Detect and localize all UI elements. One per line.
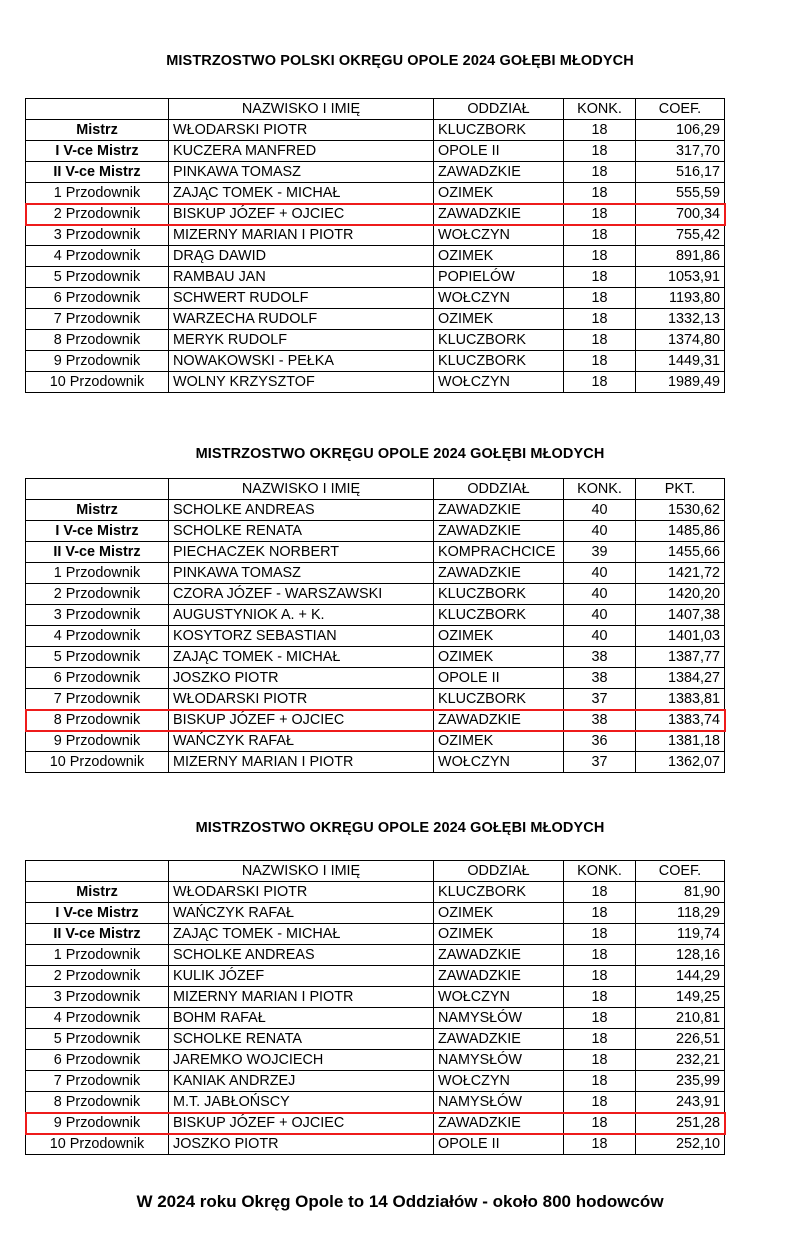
cell-club: ZAWADZKIE bbox=[434, 563, 564, 584]
table-row bbox=[26, 710, 725, 731]
cell-value: 700,34 bbox=[636, 204, 725, 225]
cell-club: POPIELÓW bbox=[434, 267, 564, 288]
cell-value: 516,17 bbox=[636, 162, 725, 183]
table-row bbox=[26, 1029, 725, 1050]
cell-value: 1485,86 bbox=[636, 521, 725, 542]
cell-club: OZIMEK bbox=[434, 309, 564, 330]
cell-konk: 18 bbox=[564, 966, 636, 987]
cell-value: 251,28 bbox=[636, 1113, 725, 1134]
cell-konk: 18 bbox=[564, 1008, 636, 1029]
cell-club: ZAWADZKIE bbox=[434, 945, 564, 966]
cell-name: JOSZKO PIOTR bbox=[169, 668, 434, 689]
cell-value: 1193,80 bbox=[636, 288, 725, 309]
column-header: KONK. bbox=[564, 479, 636, 500]
cell-konk: 37 bbox=[564, 689, 636, 710]
cell-name: SCHOLKE ANDREAS bbox=[169, 500, 434, 521]
table-header-row bbox=[26, 479, 725, 500]
table-row bbox=[26, 584, 725, 605]
table-row bbox=[26, 668, 725, 689]
cell-rank: 3 Przodownik bbox=[26, 605, 169, 626]
cell-value: 1421,72 bbox=[636, 563, 725, 584]
cell-name: BISKUP JÓZEF + OJCIEC bbox=[169, 1113, 434, 1134]
cell-rank: 2 Przodownik bbox=[26, 966, 169, 987]
cell-value: 1332,13 bbox=[636, 309, 725, 330]
cell-name: ZAJĄC TOMEK - MICHAŁ bbox=[169, 924, 434, 945]
cell-value: 1401,03 bbox=[636, 626, 725, 647]
cell-club: WOŁCZYN bbox=[434, 288, 564, 309]
cell-rank: 1 Przodownik bbox=[26, 183, 169, 204]
cell-name: SCHOLKE ANDREAS bbox=[169, 945, 434, 966]
table-row bbox=[26, 351, 725, 372]
cell-name: ZAJĄC TOMEK - MICHAŁ bbox=[169, 647, 434, 668]
table-row bbox=[26, 903, 725, 924]
cell-rank: 9 Przodownik bbox=[26, 1113, 169, 1134]
cell-name: NOWAKOWSKI - PEŁKA bbox=[169, 351, 434, 372]
cell-value: 1407,38 bbox=[636, 605, 725, 626]
section-title: MISTRZOSTWO OKRĘGU OPOLE 2024 GOŁĘBI MŁODYCH bbox=[195, 820, 605, 836]
cell-name: CZORA JÓZEF - WARSZAWSKI bbox=[169, 584, 434, 605]
header-blank bbox=[26, 479, 169, 500]
table-row bbox=[26, 647, 725, 668]
cell-rank: 4 Przodownik bbox=[26, 246, 169, 267]
cell-rank: 1 Przodownik bbox=[26, 563, 169, 584]
cell-value: 149,25 bbox=[636, 987, 725, 1008]
cell-club: KOMPRACHCICE bbox=[434, 542, 564, 563]
cell-club: OZIMEK bbox=[434, 731, 564, 752]
cell-name: KULIK JÓZEF bbox=[169, 966, 434, 987]
cell-club: KLUCZBORK bbox=[434, 584, 564, 605]
cell-name: KANIAK ANDRZEJ bbox=[169, 1071, 434, 1092]
cell-konk: 18 bbox=[564, 987, 636, 1008]
cell-konk: 18 bbox=[564, 1029, 636, 1050]
table-row bbox=[26, 500, 725, 521]
cell-name: WAŃCZYK RAFAŁ bbox=[169, 903, 434, 924]
table-row bbox=[26, 162, 725, 183]
table-row bbox=[26, 689, 725, 710]
ranking-table-3 bbox=[25, 860, 725, 1155]
cell-konk: 40 bbox=[564, 584, 636, 605]
cell-value: 891,86 bbox=[636, 246, 725, 267]
cell-rank: 8 Przodownik bbox=[26, 330, 169, 351]
cell-value: 555,59 bbox=[636, 183, 725, 204]
cell-konk: 18 bbox=[564, 225, 636, 246]
cell-value: 1989,49 bbox=[636, 372, 725, 393]
cell-konk: 18 bbox=[564, 882, 636, 903]
cell-rank: 1 Przodownik bbox=[26, 945, 169, 966]
cell-value: 1383,74 bbox=[636, 710, 725, 731]
table-row bbox=[26, 521, 725, 542]
cell-value: 1362,07 bbox=[636, 752, 725, 773]
cell-konk: 18 bbox=[564, 141, 636, 162]
cell-rank: 10 Przodownik bbox=[26, 752, 169, 773]
cell-konk: 18 bbox=[564, 330, 636, 351]
cell-club: WOŁCZYN bbox=[434, 987, 564, 1008]
cell-name: SCHOLKE RENATA bbox=[169, 1029, 434, 1050]
cell-value: 243,91 bbox=[636, 1092, 725, 1113]
column-header: NAZWISKO I IMIĘ bbox=[169, 99, 434, 120]
cell-name: JOSZKO PIOTR bbox=[169, 1134, 434, 1155]
cell-value: 1384,27 bbox=[636, 668, 725, 689]
table-row bbox=[26, 1050, 725, 1071]
cell-name: SCHWERT RUDOLF bbox=[169, 288, 434, 309]
cell-value: 1374,80 bbox=[636, 330, 725, 351]
cell-konk: 18 bbox=[564, 1050, 636, 1071]
table-row bbox=[26, 752, 725, 773]
cell-club: OZIMEK bbox=[434, 903, 564, 924]
cell-rank: 9 Przodownik bbox=[26, 351, 169, 372]
cell-rank: 6 Przodownik bbox=[26, 668, 169, 689]
cell-value: 252,10 bbox=[636, 1134, 725, 1155]
cell-value: 1383,81 bbox=[636, 689, 725, 710]
cell-konk: 40 bbox=[564, 500, 636, 521]
cell-club: ZAWADZKIE bbox=[434, 500, 564, 521]
table-row bbox=[26, 1092, 725, 1113]
cell-name: WARZECHA RUDOLF bbox=[169, 309, 434, 330]
table-row bbox=[26, 966, 725, 987]
cell-konk: 18 bbox=[564, 1092, 636, 1113]
table-row bbox=[26, 330, 725, 351]
cell-club: WOŁCZYN bbox=[434, 225, 564, 246]
cell-name: AUGUSTYNIOK A. + K. bbox=[169, 605, 434, 626]
cell-value: 232,21 bbox=[636, 1050, 725, 1071]
cell-name: ZAJĄC TOMEK - MICHAŁ bbox=[169, 183, 434, 204]
ranking-table-1 bbox=[25, 98, 725, 393]
cell-konk: 18 bbox=[564, 309, 636, 330]
cell-name: BISKUP JÓZEF + OJCIEC bbox=[169, 710, 434, 731]
table-row bbox=[26, 1113, 725, 1134]
ranking-table-wrapper-3 bbox=[25, 860, 725, 1155]
cell-value: 226,51 bbox=[636, 1029, 725, 1050]
cell-rank: 4 Przodownik bbox=[26, 1008, 169, 1029]
table-row bbox=[26, 731, 725, 752]
cell-club: OZIMEK bbox=[434, 246, 564, 267]
cell-rank: 2 Przodownik bbox=[26, 204, 169, 225]
cell-name: MIZERNY MARIAN I PIOTR bbox=[169, 225, 434, 246]
cell-rank: 5 Przodownik bbox=[26, 647, 169, 668]
cell-club: ZAWADZKIE bbox=[434, 1029, 564, 1050]
table-row bbox=[26, 246, 725, 267]
cell-club: ZAWADZKIE bbox=[434, 162, 564, 183]
cell-konk: 39 bbox=[564, 542, 636, 563]
cell-value: 755,42 bbox=[636, 225, 725, 246]
cell-konk: 18 bbox=[564, 246, 636, 267]
cell-konk: 38 bbox=[564, 710, 636, 731]
cell-rank: I V-ce Mistrz bbox=[26, 521, 169, 542]
cell-club: KLUCZBORK bbox=[434, 689, 564, 710]
cell-club: OZIMEK bbox=[434, 626, 564, 647]
table-row bbox=[26, 882, 725, 903]
cell-rank: 8 Przodownik bbox=[26, 1092, 169, 1113]
cell-rank: 6 Przodownik bbox=[26, 288, 169, 309]
cell-konk: 40 bbox=[564, 563, 636, 584]
column-header: NAZWISKO I IMIĘ bbox=[169, 861, 434, 882]
cell-konk: 18 bbox=[564, 267, 636, 288]
cell-club: KLUCZBORK bbox=[434, 330, 564, 351]
cell-name: DRĄG DAWID bbox=[169, 246, 434, 267]
cell-konk: 18 bbox=[564, 162, 636, 183]
cell-konk: 18 bbox=[564, 120, 636, 141]
cell-club: KLUCZBORK bbox=[434, 351, 564, 372]
table-row bbox=[26, 120, 725, 141]
cell-club: KLUCZBORK bbox=[434, 120, 564, 141]
cell-name: KOSYTORZ SEBASTIAN bbox=[169, 626, 434, 647]
cell-rank: 4 Przodownik bbox=[26, 626, 169, 647]
cell-rank: 7 Przodownik bbox=[26, 309, 169, 330]
cell-club: OPOLE II bbox=[434, 668, 564, 689]
cell-konk: 38 bbox=[564, 668, 636, 689]
cell-club: KLUCZBORK bbox=[434, 605, 564, 626]
table-row bbox=[26, 605, 725, 626]
table-header-row bbox=[26, 99, 725, 120]
cell-rank: 7 Przodownik bbox=[26, 1071, 169, 1092]
cell-konk: 38 bbox=[564, 647, 636, 668]
table-row bbox=[26, 225, 725, 246]
cell-konk: 18 bbox=[564, 945, 636, 966]
cell-club: OPOLE II bbox=[434, 141, 564, 162]
cell-konk: 18 bbox=[564, 372, 636, 393]
table-row bbox=[26, 309, 725, 330]
cell-konk: 18 bbox=[564, 903, 636, 924]
table-row bbox=[26, 204, 725, 225]
cell-value: 1381,18 bbox=[636, 731, 725, 752]
cell-club: WOŁCZYN bbox=[434, 752, 564, 773]
cell-konk: 18 bbox=[564, 1071, 636, 1092]
cell-name: WŁODARSKI PIOTR bbox=[169, 689, 434, 710]
cell-rank: Mistrz bbox=[26, 120, 169, 141]
cell-name: PINKAWA TOMASZ bbox=[169, 162, 434, 183]
table-row bbox=[26, 626, 725, 647]
cell-club: NAMYSŁÓW bbox=[434, 1008, 564, 1029]
table-row bbox=[26, 1071, 725, 1092]
ranking-table-2 bbox=[25, 478, 725, 773]
table-row bbox=[26, 1134, 725, 1155]
table-row bbox=[26, 372, 725, 393]
cell-name: MIZERNY MARIAN I PIOTR bbox=[169, 752, 434, 773]
cell-club: NAMYSŁÓW bbox=[434, 1050, 564, 1071]
cell-rank: Mistrz bbox=[26, 882, 169, 903]
cell-name: JAREMKO WOJCIECH bbox=[169, 1050, 434, 1071]
cell-name: RAMBAU JAN bbox=[169, 267, 434, 288]
cell-club: OZIMEK bbox=[434, 183, 564, 204]
cell-konk: 18 bbox=[564, 924, 636, 945]
cell-konk: 18 bbox=[564, 288, 636, 309]
cell-club: WOŁCZYN bbox=[434, 1071, 564, 1092]
table-row bbox=[26, 141, 725, 162]
cell-name: PIECHACZEK NORBERT bbox=[169, 542, 434, 563]
cell-name: WAŃCZYK RAFAŁ bbox=[169, 731, 434, 752]
column-header: KONK. bbox=[564, 861, 636, 882]
column-header: ODDZIAŁ bbox=[434, 99, 564, 120]
column-header: PKT. bbox=[636, 479, 725, 500]
cell-value: 1449,31 bbox=[636, 351, 725, 372]
cell-name: WŁODARSKI PIOTR bbox=[169, 882, 434, 903]
column-header: COEF. bbox=[636, 99, 725, 120]
table-row bbox=[26, 267, 725, 288]
section-title: MISTRZOSTWO OKRĘGU OPOLE 2024 GOŁĘBI MŁODYCH bbox=[195, 446, 605, 462]
cell-name: MIZERNY MARIAN I PIOTR bbox=[169, 987, 434, 1008]
section-title: MISTRZOSTWO POLSKI OKRĘGU OPOLE 2024 GOŁĘBI MŁODYCH bbox=[166, 53, 634, 69]
cell-value: 1387,77 bbox=[636, 647, 725, 668]
cell-rank: 6 Przodownik bbox=[26, 1050, 169, 1071]
column-header: NAZWISKO I IMIĘ bbox=[169, 479, 434, 500]
cell-value: 235,99 bbox=[636, 1071, 725, 1092]
cell-rank: II V-ce Mistrz bbox=[26, 542, 169, 563]
cell-name: BISKUP JÓZEF + OJCIEC bbox=[169, 204, 434, 225]
cell-konk: 18 bbox=[564, 1113, 636, 1134]
cell-value: 210,81 bbox=[636, 1008, 725, 1029]
header-blank bbox=[26, 99, 169, 120]
cell-name: PINKAWA TOMASZ bbox=[169, 563, 434, 584]
cell-name: SCHOLKE RENATA bbox=[169, 521, 434, 542]
cell-rank: II V-ce Mistrz bbox=[26, 162, 169, 183]
table-row bbox=[26, 563, 725, 584]
column-header: ODDZIAŁ bbox=[434, 479, 564, 500]
cell-rank: 9 Przodownik bbox=[26, 731, 169, 752]
cell-club: ZAWADZKIE bbox=[434, 521, 564, 542]
cell-club: OZIMEK bbox=[434, 647, 564, 668]
footer-note: W 2024 roku Okręg Opole to 14 Oddziałów - około 800 hodowców bbox=[136, 1192, 664, 1211]
cell-konk: 18 bbox=[564, 183, 636, 204]
table-row bbox=[26, 183, 725, 204]
cell-konk: 40 bbox=[564, 605, 636, 626]
cell-value: 1420,20 bbox=[636, 584, 725, 605]
table-row bbox=[26, 987, 725, 1008]
cell-konk: 18 bbox=[564, 204, 636, 225]
column-header: COEF. bbox=[636, 861, 725, 882]
cell-club: ZAWADZKIE bbox=[434, 710, 564, 731]
table-row bbox=[26, 288, 725, 309]
table-header-row bbox=[26, 861, 725, 882]
cell-name: MERYK RUDOLF bbox=[169, 330, 434, 351]
cell-value: 81,90 bbox=[636, 882, 725, 903]
column-header: ODDZIAŁ bbox=[434, 861, 564, 882]
cell-rank: 3 Przodownik bbox=[26, 987, 169, 1008]
cell-value: 1455,66 bbox=[636, 542, 725, 563]
cell-value: 128,16 bbox=[636, 945, 725, 966]
column-header: KONK. bbox=[564, 99, 636, 120]
cell-rank: 7 Przodownik bbox=[26, 689, 169, 710]
cell-club: OPOLE II bbox=[434, 1134, 564, 1155]
cell-konk: 40 bbox=[564, 521, 636, 542]
cell-rank: 8 Przodownik bbox=[26, 710, 169, 731]
header-blank bbox=[26, 861, 169, 882]
cell-club: OZIMEK bbox=[434, 924, 564, 945]
ranking-table-wrapper-1 bbox=[25, 98, 725, 393]
cell-value: 1053,91 bbox=[636, 267, 725, 288]
cell-rank: 10 Przodownik bbox=[26, 1134, 169, 1155]
cell-name: M.T. JABŁOŃSCY bbox=[169, 1092, 434, 1113]
cell-konk: 40 bbox=[564, 626, 636, 647]
cell-value: 106,29 bbox=[636, 120, 725, 141]
cell-value: 119,74 bbox=[636, 924, 725, 945]
cell-konk: 18 bbox=[564, 351, 636, 372]
cell-value: 317,70 bbox=[636, 141, 725, 162]
cell-rank: Mistrz bbox=[26, 500, 169, 521]
table-row bbox=[26, 924, 725, 945]
cell-rank: I V-ce Mistrz bbox=[26, 141, 169, 162]
cell-rank: 5 Przodownik bbox=[26, 267, 169, 288]
cell-club: ZAWADZKIE bbox=[434, 204, 564, 225]
cell-name: KUCZERA MANFRED bbox=[169, 141, 434, 162]
cell-club: ZAWADZKIE bbox=[434, 966, 564, 987]
cell-club: NAMYSŁÓW bbox=[434, 1092, 564, 1113]
cell-club: KLUCZBORK bbox=[434, 882, 564, 903]
cell-rank: II V-ce Mistrz bbox=[26, 924, 169, 945]
cell-rank: I V-ce Mistrz bbox=[26, 903, 169, 924]
cell-value: 1530,62 bbox=[636, 500, 725, 521]
ranking-table-wrapper-2 bbox=[25, 478, 725, 773]
cell-club: WOŁCZYN bbox=[434, 372, 564, 393]
cell-konk: 37 bbox=[564, 752, 636, 773]
table-row bbox=[26, 945, 725, 966]
cell-rank: 3 Przodownik bbox=[26, 225, 169, 246]
cell-rank: 5 Przodownik bbox=[26, 1029, 169, 1050]
cell-rank: 10 Przodownik bbox=[26, 372, 169, 393]
table-row bbox=[26, 1008, 725, 1029]
cell-club: ZAWADZKIE bbox=[434, 1113, 564, 1134]
table-row bbox=[26, 542, 725, 563]
cell-name: WOLNY KRZYSZTOF bbox=[169, 372, 434, 393]
cell-name: WŁODARSKI PIOTR bbox=[169, 120, 434, 141]
cell-name: BOHM RAFAŁ bbox=[169, 1008, 434, 1029]
cell-konk: 18 bbox=[564, 1134, 636, 1155]
cell-konk: 36 bbox=[564, 731, 636, 752]
cell-value: 118,29 bbox=[636, 903, 725, 924]
cell-rank: 2 Przodownik bbox=[26, 584, 169, 605]
cell-value: 144,29 bbox=[636, 966, 725, 987]
